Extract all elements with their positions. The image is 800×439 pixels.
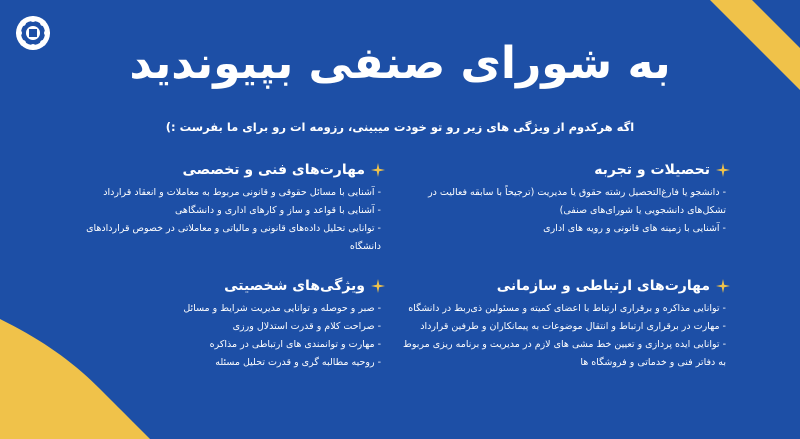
section-title: مهارت‌های ارتباطی و سازمانی: [496, 278, 710, 294]
star-icon: [371, 163, 385, 177]
list-item: - آشنایی با زمینه های قانونی و رویه های اداری: [543, 223, 726, 234]
section-education: [400, 162, 730, 238]
section-title: ویژگی‌های شخصیتی: [224, 278, 365, 294]
subheadline: اگه هرکدوم از ویژگی های زیر رو تو خودت میبینی، رزومه ات رو برای ما بفرست :): [165, 120, 635, 134]
star-icon: [716, 279, 730, 293]
list-item: - آشنایی با مسائل حقوقی و قانونی مربوط به معاملات و انعقاد قرارداد: [103, 187, 381, 198]
list-item: - مهارت در برقراری ارتباط و انتقال موضوعات به پیمانکاران و طرفین قرارداد: [420, 321, 726, 332]
section-title: تحصیلات و تجربه: [594, 162, 710, 178]
section-technical-skills: [55, 162, 385, 256]
list-item: - توانایی تحلیل داده‌های قانونی و مالیاتی و معاملاتی در خصوص قراردادهای دانشگاه: [86, 223, 381, 252]
section-personality-traits: [55, 278, 385, 372]
star-icon: [716, 163, 730, 177]
list-item: - صبر و حوصله و توانایی مدیریت شرایط و مسائل: [183, 303, 381, 314]
star-icon: [371, 279, 385, 293]
list-item: - دانشجو یا فارغ‌التحصیل رشته حقوق یا مدیریت (ترجیحاً با سابقه فعالیت در تشکل‌های دانشجویی یا شورای‌های صنفی): [428, 187, 726, 216]
list-item: - روحیه مطالبه گری و قدرت تحلیل مسئله: [215, 357, 381, 368]
list-item: - مهارت و توانمندی های ارتباطی در مذاکره: [209, 339, 381, 350]
list-item: - توانایی مذاکره و برقراری ارتباط با اعضای کمیته و مسئولین ذی‌ربط در دانشگاه: [408, 303, 726, 314]
list-item: - صراحت کلام و قدرت استدلال ورزی: [232, 321, 381, 332]
section-title: مهارت‌های فنی و تخصصی: [182, 162, 365, 178]
list-item: - آشنایی با قواعد و ساز و کارهای اداری و دانشگاهی: [175, 205, 381, 216]
headline: به شورای صنفی بپیوندید: [129, 38, 671, 89]
section-communication-skills: [400, 278, 730, 372]
list-item: - توانایی ایده پردازی و تعیین خط مشی های لازم در مدیریت و برنامه ریزی مربوط به دفاتر فنی و خدماتی و فروشگاه ها: [403, 339, 726, 368]
